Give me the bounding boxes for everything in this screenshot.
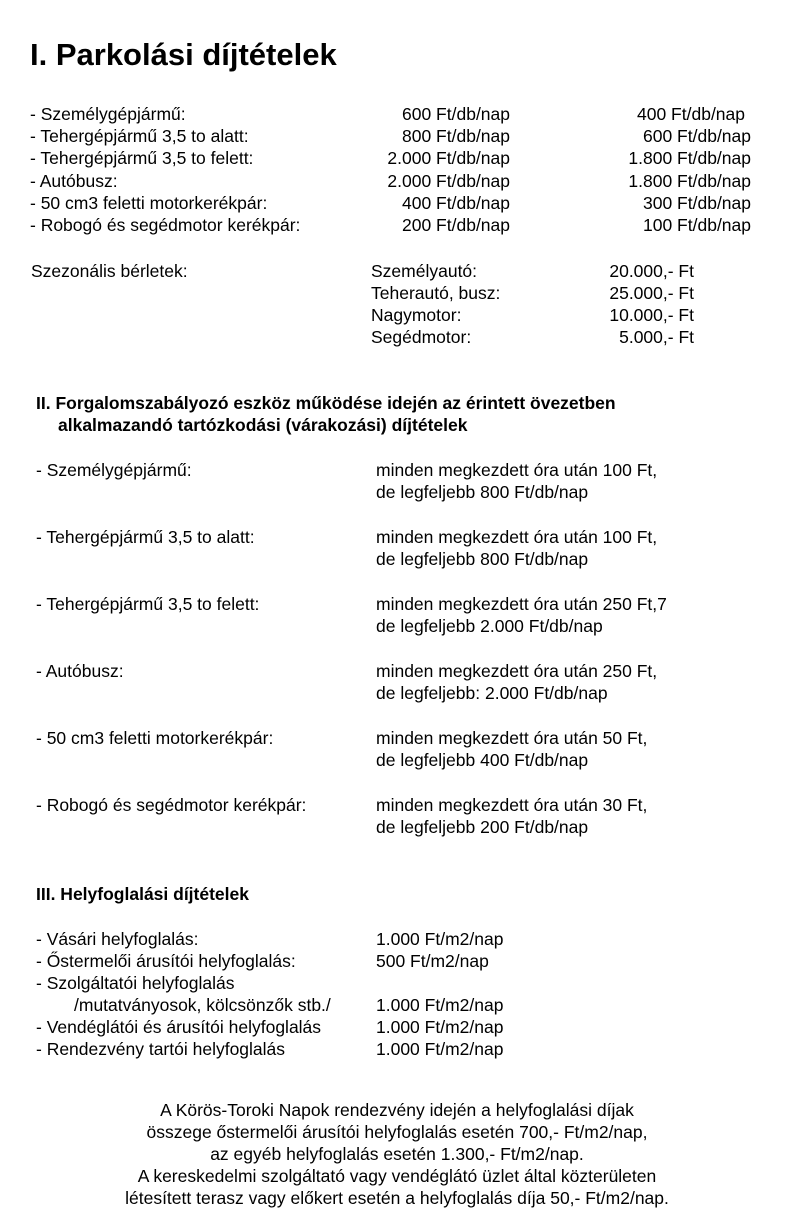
- tc-line1: minden megkezdett óra után 50 Ft,: [376, 728, 648, 748]
- booking-label: - Vendéglátói és árusítói helyfoglalás: [36, 1017, 322, 1037]
- rate-value-2: 1.800 Ft/db/nap: [628, 148, 751, 168]
- rate-value-1: 2.000 Ft/db/nap: [387, 148, 510, 168]
- seasonal-price: 5.000,- Ft: [619, 327, 694, 347]
- seasonal-type: Teherautó, busz:: [371, 283, 501, 303]
- rate-value-1: 400 Ft/db/nap: [402, 193, 510, 213]
- section1-title: I. Parkolási díjtételek: [30, 37, 337, 72]
- rate-value-2: 400 Ft/db/nap: [637, 104, 745, 124]
- tc-label: - 50 cm3 feletti motorkerékpár:: [36, 728, 274, 748]
- rate-label: - Tehergépjármű 3,5 to alatt:: [30, 126, 249, 146]
- section3-title: III. Helyfoglalási díjtételek: [36, 884, 249, 904]
- booking-price: 1.000 Ft/m2/nap: [376, 1039, 504, 1059]
- seasonal-price: 25.000,- Ft: [609, 283, 694, 303]
- tc-line1: minden megkezdett óra után 250 Ft,7: [376, 594, 667, 614]
- footer-line: az egyéb helyfoglalás esetén 1.300,- Ft/m2/nap.: [210, 1144, 584, 1164]
- tc-line1: minden megkezdett óra után 100 Ft,: [376, 527, 658, 547]
- tc-line2: de legfeljebb 800 Ft/db/nap: [376, 549, 589, 569]
- booking-price: 500 Ft/m2/nap: [376, 951, 489, 971]
- tc-label: - Robogó és segédmotor kerékpár:: [36, 795, 307, 815]
- seasonal-price: 10.000,- Ft: [609, 305, 694, 325]
- rate-value-2: 100 Ft/db/nap: [643, 215, 751, 235]
- booking-label: /mutatványosok, kölcsönzők stb./: [74, 995, 331, 1015]
- booking-label: - Szolgáltatói helyfoglalás: [36, 973, 235, 993]
- tc-line2: de legfeljebb 400 Ft/db/nap: [376, 750, 589, 770]
- footer-line: összege őstermelői árusítói helyfoglalás esetén 700,- Ft/m2/nap,: [146, 1122, 648, 1142]
- tc-line1: minden megkezdett óra után 250 Ft,: [376, 661, 658, 681]
- booking-label: - Őstermelői árusítói helyfoglalás:: [36, 951, 296, 971]
- rate-value-1: 800 Ft/db/nap: [402, 126, 510, 146]
- footer-line: A kereskedelmi szolgáltató vagy vendéglátó üzlet által közterületen: [137, 1166, 657, 1186]
- seasonal-label: Szezonális bérletek:: [31, 261, 188, 281]
- rate-value-2: 600 Ft/db/nap: [643, 126, 751, 146]
- tc-line2: de legfeljebb 800 Ft/db/nap: [376, 482, 589, 502]
- seasonal-price: 20.000,- Ft: [609, 261, 694, 281]
- rate-label: - Tehergépjármű 3,5 to felett:: [30, 148, 254, 168]
- rate-label: - Személygépjármű:: [30, 104, 186, 124]
- rate-value-2: 300 Ft/db/nap: [643, 193, 751, 213]
- tc-line1: minden megkezdett óra után 30 Ft,: [376, 795, 648, 815]
- tc-line2: de legfeljebb: 2.000 Ft/db/nap: [376, 683, 608, 703]
- tc-label: - Személygépjármű:: [36, 460, 192, 480]
- seasonal-type: Nagymotor:: [371, 305, 462, 325]
- tc-label: - Tehergépjármű 3,5 to felett:: [36, 594, 260, 614]
- booking-price: 1.000 Ft/m2/nap: [376, 929, 504, 949]
- tc-label: - Autóbusz:: [36, 661, 124, 681]
- section2-title-line1: II. Forgalomszabályozó eszköz működése idején az érintett övezetben: [36, 393, 616, 413]
- rate-label: - 50 cm3 feletti motorkerékpár:: [30, 193, 268, 213]
- booking-price: 1.000 Ft/m2/nap: [376, 1017, 504, 1037]
- rate-label: - Robogó és segédmotor kerékpár:: [30, 215, 301, 235]
- tc-line2: de legfeljebb 200 Ft/db/nap: [376, 817, 589, 837]
- rate-value-1: 200 Ft/db/nap: [402, 215, 510, 235]
- footer-line: A Körös-Toroki Napok rendezvény idején a helyfoglalási díjak: [160, 1100, 634, 1120]
- booking-label: - Vásári helyfoglalás:: [36, 929, 199, 949]
- rate-label: - Autóbusz:: [30, 171, 118, 191]
- booking-label: - Rendezvény tartói helyfoglalás: [36, 1039, 286, 1059]
- seasonal-type: Személyautó:: [371, 261, 478, 281]
- section2-title-line2: alkalmazandó tartózkodási (várakozási) díjtételek: [58, 415, 468, 435]
- tc-line1: minden megkezdett óra után 100 Ft,: [376, 460, 658, 480]
- tc-line2: de legfeljebb 2.000 Ft/db/nap: [376, 616, 603, 636]
- seasonal-type: Segédmotor:: [371, 327, 472, 347]
- rate-value-1: 2.000 Ft/db/nap: [387, 171, 510, 191]
- rate-value-1: 600 Ft/db/nap: [402, 104, 510, 124]
- booking-price: 1.000 Ft/m2/nap: [376, 995, 504, 1015]
- tc-label: - Tehergépjármű 3,5 to alatt:: [36, 527, 255, 547]
- footer-line: létesített terasz vagy előkert esetén a helyfoglalás díja 50,- Ft/m2/nap.: [125, 1188, 669, 1208]
- rate-value-2: 1.800 Ft/db/nap: [628, 171, 751, 191]
